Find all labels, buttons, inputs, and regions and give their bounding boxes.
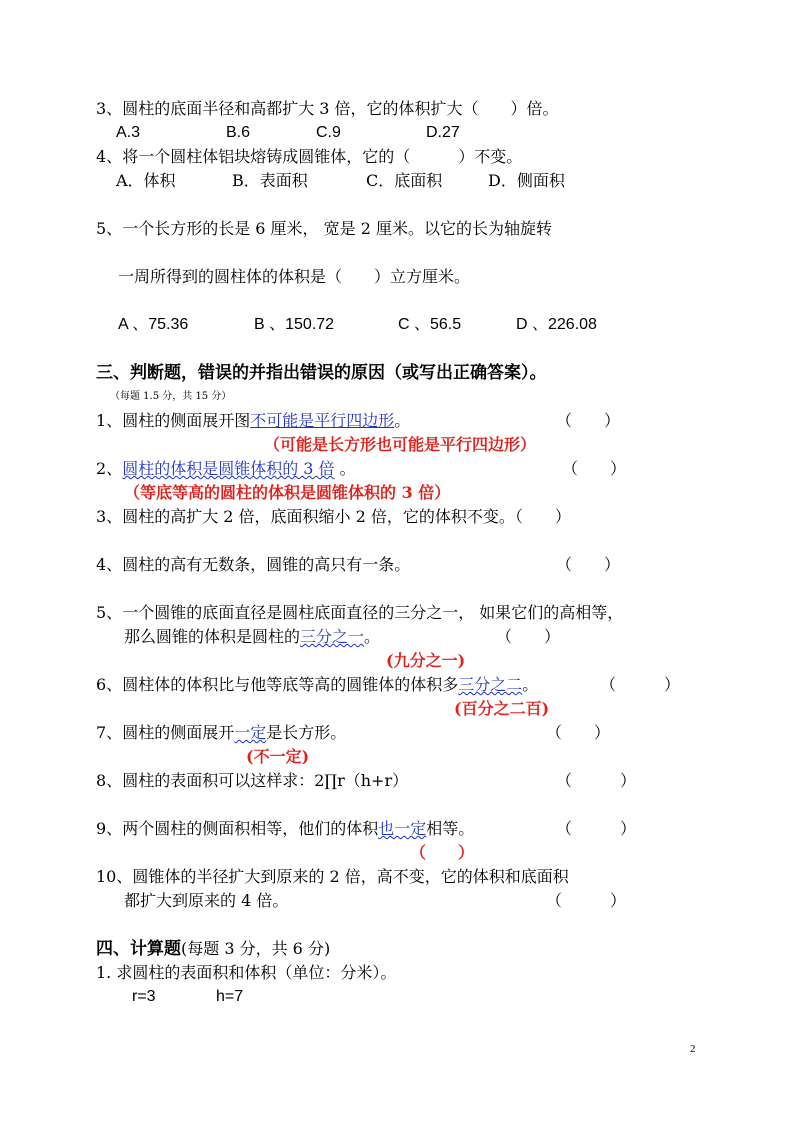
correction-text: (不一定) — [246, 747, 310, 766]
option-c: C.9 — [316, 124, 341, 141]
calc-question-1: 1. 求圆柱的表面积和体积（单位：分米）。 — [96, 963, 397, 982]
marked-phrase: 三分之二 — [458, 675, 523, 694]
correction-text: （ ） — [410, 843, 475, 862]
answer-blank: （ ） — [600, 675, 681, 694]
item-text-line-1: 圆锥体的半径扩大到原来的 2 倍，高不变，它的体积和底面积 — [132, 867, 569, 886]
correction-text: (九分之一) — [386, 651, 466, 670]
answer-blank: （ ） — [556, 771, 637, 790]
item-text: 圆柱的侧面展开图 — [122, 411, 251, 430]
answer-blank: （ ） — [556, 819, 637, 838]
item-text: 两个圆柱的侧面积相等，他们的体积 — [122, 819, 379, 838]
option-d: D 、226.08 — [516, 316, 597, 333]
judge-item-2 — [96, 458, 356, 480]
answer-blank: （ ） — [546, 891, 627, 910]
judge-item-5-line-2 — [124, 626, 380, 648]
item-number: 5、 — [96, 603, 123, 622]
choice-question-5 — [96, 218, 552, 240]
answer-blank: （ ） — [556, 411, 621, 430]
item-text: 那么圆锥的体积是圆柱的 — [124, 627, 301, 646]
option-d: D.27 — [426, 124, 460, 141]
height-value: h=7 — [216, 988, 244, 1005]
item-number: 2、 — [96, 459, 123, 478]
item-number: 6、 — [96, 675, 123, 694]
section-4-note: (每题 3 分，共 6 分) — [181, 939, 331, 958]
judge-item-10-line-2: 都扩大到原来的 4 倍。 — [124, 891, 289, 910]
option-b: B 、150.72 — [254, 316, 335, 333]
choice-question-4 — [96, 146, 522, 168]
item-punct: 。 — [364, 627, 381, 646]
option-d: D．侧面积 — [488, 171, 565, 190]
option-a: A 、75.36 — [118, 316, 189, 333]
item-number: 7、 — [96, 723, 123, 742]
item-text-end: 是长方形。 — [266, 723, 347, 742]
item-punct: 。 — [394, 411, 411, 430]
question-stem-line-2: 一周所得到的圆柱体的体积是（ ）立方厘米。 — [118, 267, 471, 286]
correction-text: （可能是长方形也可能是平行四边形） — [264, 435, 537, 454]
judge-item-8 — [96, 770, 408, 792]
radius-value: r=3 — [132, 988, 156, 1005]
item-text-end: 相等。 — [426, 819, 475, 838]
item-punct: 。 — [334, 459, 356, 478]
option-b: B．表面积 — [232, 171, 308, 190]
question-stem-line-1: 一个长方形的长是 6 厘米， 宽是 2 厘米。以它的长为轴旋转 — [122, 219, 552, 238]
answer-blank: （ ） — [562, 459, 627, 478]
answer-blank: （ ） — [496, 627, 561, 646]
item-number: 9、 — [96, 819, 123, 838]
section-3-title: 三、判断题，错误的并指出错误的原因（或写出正确答案）。 — [96, 363, 547, 383]
option-b: B.6 — [226, 124, 251, 141]
marked-phrase: 一定 — [234, 723, 267, 742]
item-number: 8、 — [96, 771, 123, 790]
marked-phrase: 也一定 — [378, 819, 427, 838]
question-stem: 将一个圆柱体铝块熔铸成圆锥体，它的（ ）不变。 — [122, 147, 523, 166]
option-a: A．体积 — [116, 171, 176, 190]
section-3-note: （每题 1.5 分，共 15 分） — [110, 391, 232, 402]
item-text: 圆柱的高有无数条，圆锥的高只有一条。 — [122, 555, 411, 574]
judge-item-6 — [96, 674, 538, 696]
judge-item-7 — [96, 722, 346, 744]
item-text: 圆柱体的体积比与他等底等高的圆锥体的体积多 — [122, 675, 459, 694]
question-stem: 圆柱的底面半径和高都扩大 3 倍，它的体积扩大（ ）倍。 — [122, 99, 559, 118]
judge-item-3 — [96, 506, 571, 528]
judge-item-4 — [96, 554, 410, 576]
item-number: 4、 — [96, 555, 123, 574]
section-4-title: 四、计算题 — [96, 939, 181, 959]
question-number: 5、 — [96, 219, 123, 238]
option-c: C．底面积 — [366, 171, 443, 190]
answer-blank: （ ） — [546, 723, 611, 742]
section-4-heading — [96, 938, 330, 960]
judge-item-9 — [96, 818, 474, 840]
option-a: A.3 — [116, 124, 141, 141]
item-number: 3、 — [96, 507, 123, 526]
judge-item-10 — [96, 866, 569, 888]
item-punct: 。 — [522, 675, 539, 694]
marked-phrase: 不可能是平行四边形 — [250, 411, 395, 430]
option-c: C 、56.5 — [398, 316, 462, 333]
item-text-line-1: 一个圆锥的底面直径是圆柱底面直径的三分之一， 如果它们的高相等， — [122, 603, 624, 622]
item-text: 圆柱的表面积可以这样求：2∏r（h+r） — [122, 771, 409, 790]
item-number: 10、 — [96, 867, 133, 886]
judge-item-1 — [96, 410, 410, 432]
marked-phrase: 三分之一 — [300, 627, 365, 646]
answer-blank: （ ） — [556, 555, 621, 574]
question-number: 4、 — [96, 147, 123, 166]
judge-item-5 — [96, 602, 623, 624]
page-number: 2 — [690, 1043, 696, 1055]
answer-blank: （ ） — [514, 507, 571, 526]
item-number: 1、 — [96, 411, 123, 430]
question-number: 3、 — [96, 99, 123, 118]
item-text: 圆柱的侧面展开 — [122, 723, 235, 742]
correction-text: （等底等高的圆柱的体积是圆锥体积的 3 倍） — [124, 483, 451, 502]
item-text: 圆柱的高扩大 2 倍，底面积缩小 2 倍，它的体积不变。 — [122, 507, 515, 526]
correction-text: (百分之二百) — [454, 699, 550, 718]
marked-phrase: 圆柱的体积是圆锥体积的 3 倍 — [122, 459, 335, 478]
choice-question-3 — [96, 98, 559, 120]
